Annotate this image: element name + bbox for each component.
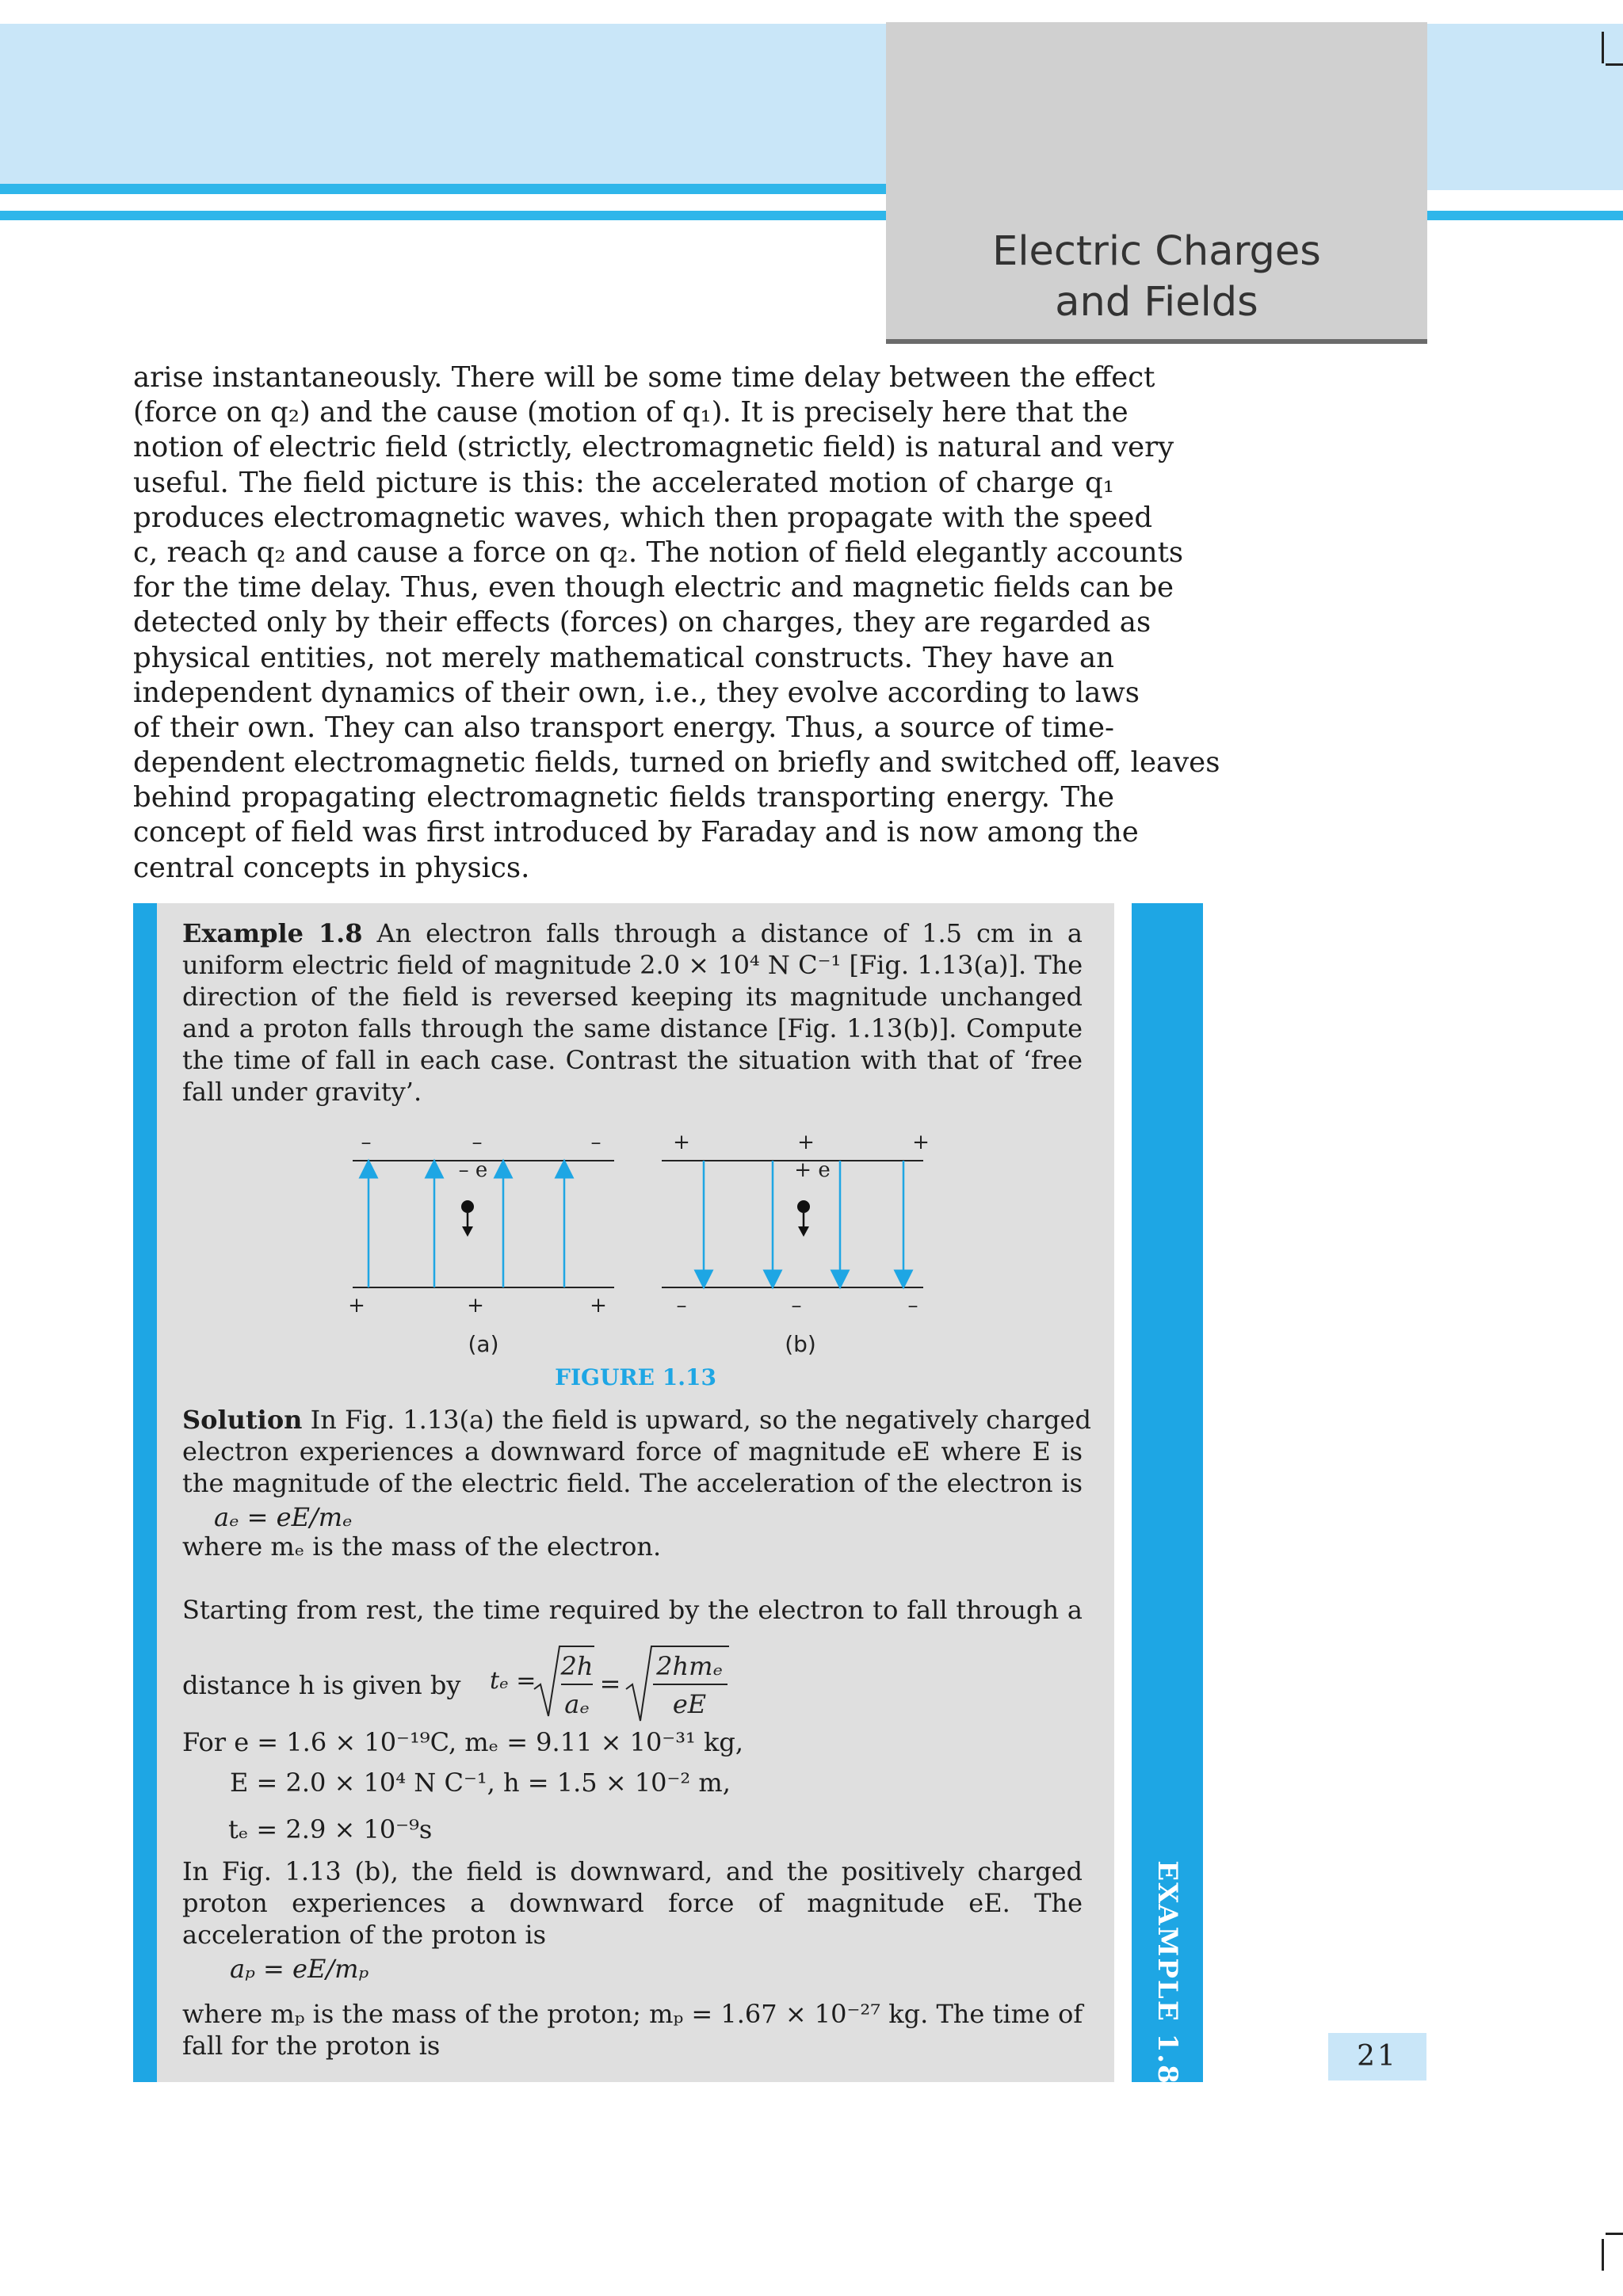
proton-dot <box>797 1200 810 1213</box>
distance-text: distance h is given by <box>182 1670 461 1700</box>
sign-label: + <box>673 1131 690 1154</box>
figure-label-b: (b) <box>785 1331 816 1357</box>
sign-label: – <box>676 1294 687 1318</box>
sign-label: – <box>361 1131 372 1154</box>
text-line: uniform electric field of magnitude 2.0 × 10⁴ N C⁻¹ [Fig. 1.13(a)]. The <box>182 950 1083 980</box>
text-line: physical entities, not merely mathematical constructs. They have an <box>133 641 1114 674</box>
page-number: 21 <box>1328 2033 1426 2081</box>
sign-label: + <box>348 1294 365 1318</box>
header-stripe <box>0 184 903 194</box>
text-line: central concepts in physics. <box>133 851 530 884</box>
particle-label: – e <box>458 1158 488 1182</box>
figure-label-a: (a) <box>468 1331 499 1357</box>
frac1-num: 2h <box>560 1651 594 1681</box>
sign-label: + <box>797 1131 815 1154</box>
te-lhs: tₑ = <box>490 1667 537 1695</box>
frac2-den: eE <box>672 1689 707 1719</box>
text-line: direction of the field is reversed keeping its magnitude unchanged <box>182 982 1083 1012</box>
sign-label: + <box>912 1131 930 1154</box>
example-heading: Example 1.8 <box>182 918 363 948</box>
frac2-num: 2hmₑ <box>656 1651 723 1681</box>
frac1-den: aₑ <box>564 1689 590 1719</box>
text-line: (force on q₂) and the cause (motion of q₁). It is precisely here that the <box>133 396 1128 429</box>
text-run: An electron falls through a distance of 1.5 cm in a <box>362 918 1083 948</box>
text-line: for the time delay. Thus, even though electric and magnetic fields can be <box>133 571 1174 605</box>
solution-text <box>182 1404 1091 1499</box>
solution-heading: Solution <box>182 1405 303 1435</box>
text-run: In Fig. 1.13(a) the field is upward, so the negatively charged <box>302 1405 1091 1435</box>
crop-mark <box>1602 2239 1604 2271</box>
text-line: produces electromagnetic waves, which then propagate with the speed <box>133 501 1153 534</box>
text-line: and a proton falls through the same distance [Fig. 1.13(b)]. Compute <box>182 1013 1083 1043</box>
example-side-label: EXAMPLE 1.8 <box>1151 1860 1183 2085</box>
text-line: arise instantaneously. There will be some time delay between the effect <box>133 361 1155 394</box>
text-line: notion of electric field (strictly, electromagnetic field) is natural and very <box>133 431 1174 464</box>
text-line: detected only by their effects (forces) on charges, they are regarded as <box>133 606 1151 639</box>
text-line: acceleration of the proton is <box>182 1920 547 1950</box>
text-line: the time of fall in each case. Contrast the situation with that of ‘free <box>182 1045 1083 1075</box>
electron-dot <box>461 1200 474 1213</box>
proton-text <box>182 1855 1083 1951</box>
crop-mark <box>1606 2233 1623 2235</box>
chapter-title: Electric Charges and Fields <box>992 228 1321 326</box>
sign-label: – <box>472 1131 483 1154</box>
text-line: independent dynamics of their own, i.e., they evolve according to laws <box>133 676 1140 709</box>
equals-sign: = <box>599 1669 621 1699</box>
text-line: electron experiences a downward force of magnitude eE where E is <box>182 1436 1083 1466</box>
text-line: proton experiences a downward force of magnitude eE. The <box>182 1888 1083 1918</box>
crop-mark <box>1606 63 1623 66</box>
sign-label: – <box>907 1294 918 1318</box>
text-line: concept of field was first introduced by Faraday and is now among the <box>133 816 1139 849</box>
equation-ap: aₚ = eE/mₚ <box>230 1954 369 1984</box>
equation-ae: aₑ = eE/mₑ <box>214 1502 353 1532</box>
example-left-bar <box>133 903 157 2082</box>
text-line: behind propagating electromagnetic fields transporting energy. The <box>133 781 1114 814</box>
text-line: useful. The field picture is this: the accelerated motion of charge q₁ <box>133 466 1114 499</box>
text-line: In Fig. 1.13 (b), the field is downward, and the positively charged <box>182 1856 1083 1886</box>
text-line <box>182 1404 1091 1436</box>
constants-line-2: E = 2.0 × 10⁴ N C⁻¹, h = 1.5 × 10⁻² m, <box>230 1768 731 1798</box>
te-result: tₑ = 2.9 × 10⁻⁹s <box>228 1814 433 1844</box>
figure-1-13 <box>333 1125 951 1363</box>
text-line: the magnitude of the electric field. The acceleration of the electron is <box>182 1468 1083 1498</box>
sign-label: + <box>590 1294 607 1318</box>
figure-caption: FIGURE 1.13 <box>555 1364 716 1390</box>
where-me-line: where mₑ is the mass of the electron. <box>182 1531 662 1562</box>
particle-label: + e <box>794 1158 831 1182</box>
body-paragraph <box>133 360 1220 886</box>
text-line: fall under gravity’. <box>182 1077 422 1107</box>
text-line: of their own. They can also transport energy. Thus, a source of time- <box>133 711 1114 744</box>
crop-mark <box>1602 32 1604 63</box>
starting-line: Starting from rest, the time required by the electron to fall through a <box>182 1595 1083 1625</box>
text-line: c, reach q₂ and cause a force on q₂. The notion of field elegantly accounts <box>133 536 1184 569</box>
text-line: dependent electromagnetic fields, turned on briefly and switched off, leaves <box>133 746 1220 780</box>
sign-label: + <box>467 1294 484 1318</box>
text-line <box>182 917 1083 949</box>
proton-mass-text: where mₚ is the mass of the proton; mₚ = 1.67 × 10⁻²⁷ kg. The time of fall for the proton is <box>182 1999 1083 2061</box>
constants-line-1: For e = 1.6 × 10⁻¹⁹C, mₑ = 9.11 × 10⁻³¹ kg, <box>182 1727 744 1757</box>
example-question <box>182 917 1083 1108</box>
sign-label: – <box>590 1131 601 1154</box>
sign-label: – <box>791 1294 802 1318</box>
time-formula <box>533 1640 739 1727</box>
